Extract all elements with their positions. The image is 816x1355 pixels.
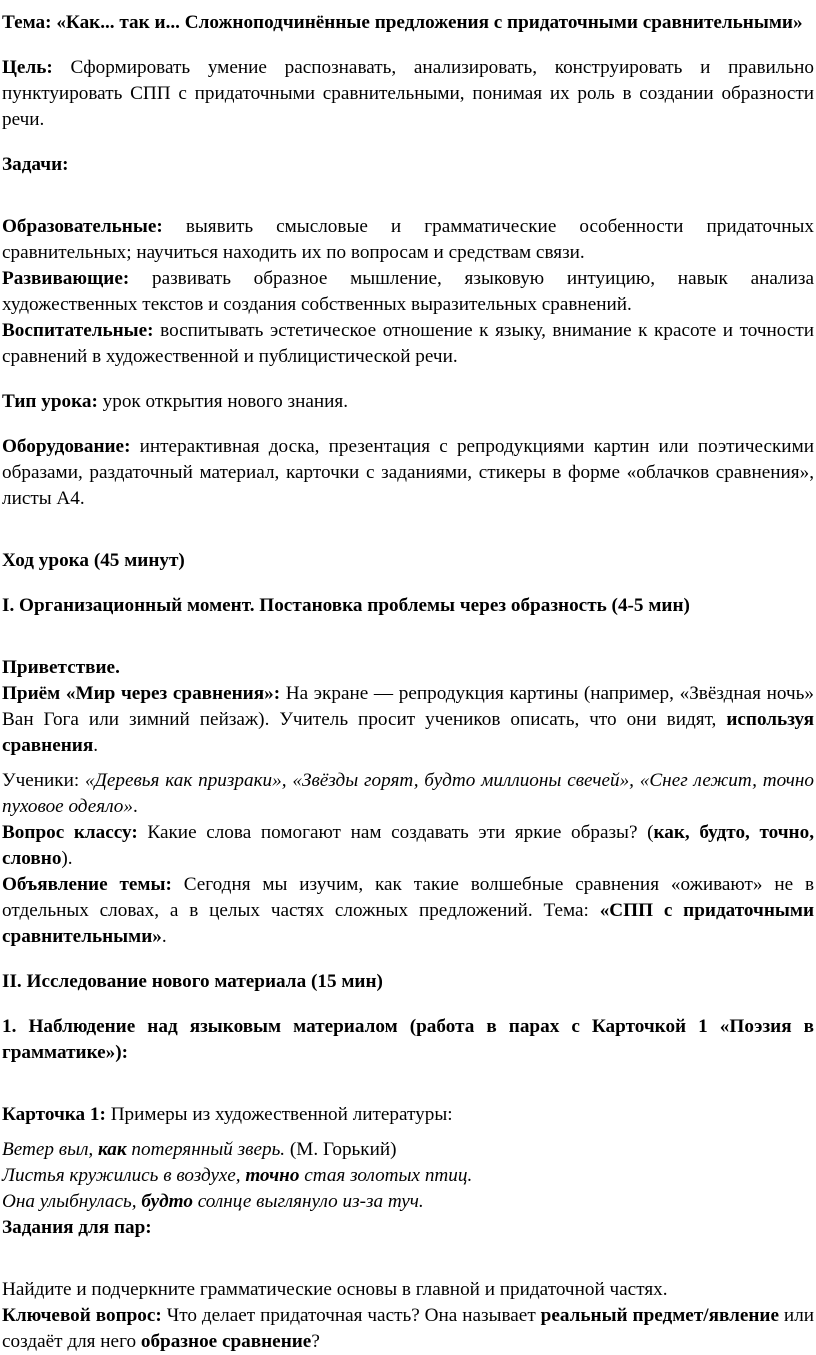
course-heading: Ход урока (45 минут) — [2, 550, 185, 571]
upbringing-text: воспитывать эстетическое отношение к языку, внимание к красоте и точности сравнений в художественной и публицистической речи. — [2, 320, 814, 367]
lesson-type-paragraph — [2, 389, 814, 415]
educational-label: Образовательные: — [2, 216, 163, 237]
goal-label: Цель: — [2, 57, 53, 78]
students-quote: «Деревья как призраки», «Звёзды горят, будто миллионы свечей», «Снег лежит, точно пуховое одеяло» — [2, 770, 814, 817]
card-text: Примеры из художественной литературы: — [110, 1104, 453, 1125]
educational-text: выявить смысловые и грамматические особенности придаточных сравнительных; научиться находить их по вопросам и средствам связи. — [2, 216, 814, 263]
question-text: Какие слова помогают нам создавать эти яркие образы? ( — [147, 822, 654, 843]
announce-paragraph: Объявление темы: Сегодня мы изучим, как такие волшебные сравнения «оживают» не в отдельных словах, а в целых частях сложных предложений. Тема: «СПП с придаточными сравнительными». — [2, 874, 815, 947]
lesson-type-label: Тип урока: — [2, 391, 98, 412]
students-paragraph: Ученики: «Деревья как призраки», «Звёзды горят, будто миллионы свечей», «Снег лежит, точно пуховое одеяло». — [2, 770, 814, 817]
question-label: Вопрос классу: — [2, 822, 138, 843]
section2-sub1: 1. Наблюдение над языковым материалом (работа в парах с Карточкой 1 «Поэзия в грамматике»): — [2, 1016, 814, 1063]
goal-paragraph — [2, 55, 814, 133]
technique-bold: используя сравнения — [2, 709, 815, 756]
example-3: Она улыбнулась, будто солнце выглянуло из-за туч. — [2, 1191, 424, 1212]
students-label: Ученики: — [2, 770, 80, 791]
question-bold: как, будто, точно, словно — [2, 822, 815, 869]
developing-paragraph — [2, 266, 814, 318]
example-1: Ветер выл, как потерянный зверь. (М. Горький) — [2, 1139, 397, 1160]
greeting-paragraph: Приветствие. — [2, 657, 120, 678]
technique-paragraph: Приём «Мир через сравнения»: На экране — репродукция картины (например, «Звёздная ночь» Ван Гога или зимний пейзаж). Учитель просит учеников описать, что они видят, используя сравнения. — [2, 683, 815, 756]
announce-text: Сегодня мы изучим, как такие волшебные сравнения «оживают» не в отдельных словах, а в целых частях сложных предложений. Тема: — [2, 874, 815, 921]
section2-heading: II. Исследование нового материала (15 мин) — [2, 971, 383, 992]
developing-label: Развивающие: — [2, 268, 130, 289]
card-paragraph — [2, 1102, 814, 1128]
developing-text: развивать образное мышление, языковую интуицию, навык анализа художественных текстов и создания собственных выразительных сравнений. — [2, 268, 814, 315]
tasks-heading: Задачи: — [2, 154, 69, 175]
equipment-label: Оборудование: — [2, 436, 131, 457]
lesson-type-text: урок открытия нового знания. — [102, 391, 349, 412]
upbringing-label: Воспитательные: — [2, 320, 154, 341]
equipment-paragraph — [2, 434, 814, 512]
educational-paragraph — [2, 214, 814, 266]
topic-paragraph — [2, 10, 814, 36]
key-question-label: Ключевой вопрос: — [2, 1305, 162, 1326]
topic-label: Тема: — [2, 12, 52, 33]
goal-text: Сформировать умение распознавать, анализировать, конструировать и правильно пунктуировать СПП с придаточными сравнительными, понимая их роль в создании образности речи. — [2, 57, 814, 130]
upbringing-paragraph — [2, 318, 814, 370]
pair-tasks-heading: Задания для пар: — [2, 1217, 152, 1238]
equipment-text: интерактивная доска, презентация с репродукциями картин или поэтическими образами, раздаточный материал, карточки с заданиями, стикеры в форме «облачков сравнения», листы А4. — [2, 436, 814, 509]
announce-bold: «СПП с придаточными сравнительными» — [2, 900, 815, 947]
card-label: Карточка 1: — [2, 1104, 106, 1125]
task-1: Найдите и подчеркните грамматические основы в главной и придаточной частях. — [2, 1279, 668, 1300]
key-question-paragraph: Ключевой вопрос: Что делает придаточная часть? Она называет реальный предмет/явление или создаёт для него образное сравнение? — [2, 1305, 815, 1352]
question-paragraph: Вопрос классу: Какие слова помогают нам создавать эти яркие образы? (как, будто, точно, словно). — [2, 822, 815, 869]
section1-heading: I. Организационный момент. Постановка проблемы через образность (4-5 мин) — [2, 595, 690, 616]
technique-label: Приём «Мир через сравнения»: — [2, 683, 281, 704]
topic-text: «Как... так и... Сложноподчинённые предложения с придаточными сравнительными» — [56, 12, 803, 33]
announce-label: Объявление темы: — [2, 874, 172, 895]
example-2: Листья кружились в воздухе, точно стая золотых птиц. — [2, 1165, 473, 1186]
technique-text: На экране — репродукция картины (например, «Звёздная ночь» Ван Гога или зимний пейзаж). Учитель просит учеников описать, что они видят, — [2, 683, 815, 730]
